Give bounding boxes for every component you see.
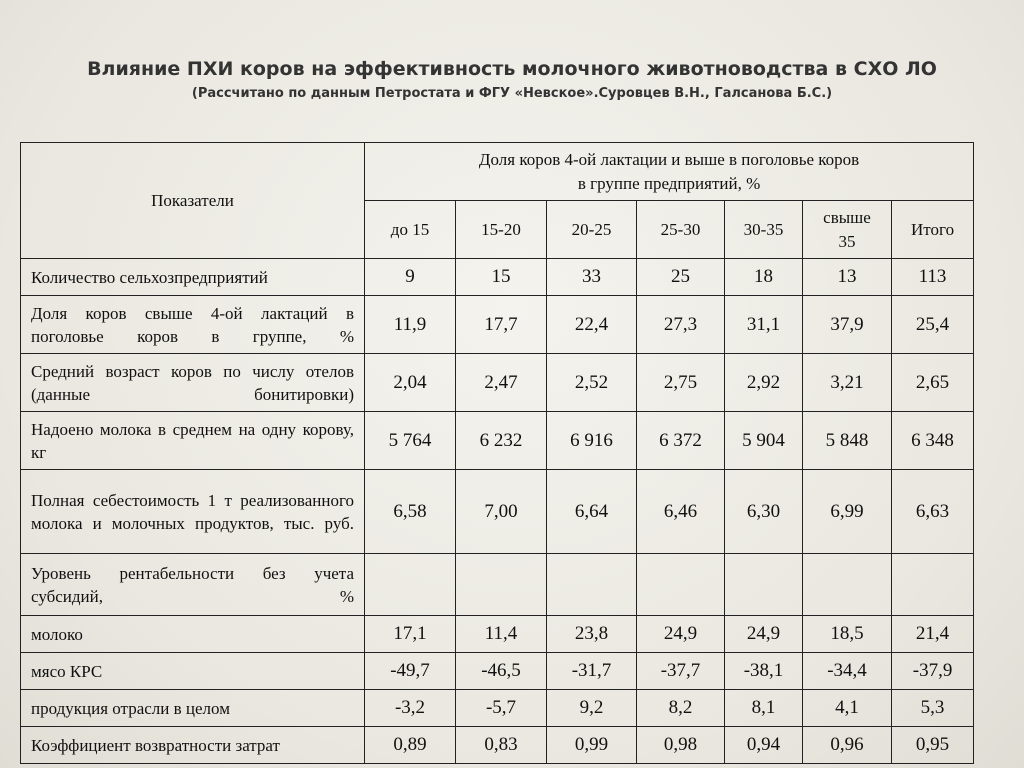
table-cell: 22,4 <box>547 296 637 354</box>
table-cell <box>725 554 803 616</box>
table-cell: 27,3 <box>637 296 725 354</box>
table-cell: -3,2 <box>365 690 456 727</box>
table-cell: 31,1 <box>725 296 803 354</box>
table-cell: 0,95 <box>892 727 974 764</box>
table-cell: 6,46 <box>637 470 725 554</box>
table-body <box>21 259 974 764</box>
table-cell: -49,7 <box>365 653 456 690</box>
page-title: Влияние ПХИ коров на эффективность молочного животноводства в СХО ЛО <box>87 58 937 80</box>
column-header: 20-25 <box>547 201 637 259</box>
table-cell: 11,9 <box>365 296 456 354</box>
table-cell: 25,4 <box>892 296 974 354</box>
table-cell: 5 764 <box>365 412 456 470</box>
table-row <box>21 412 974 470</box>
row-label: Полная себестоимость 1 т реализованного молока и молочных продуктов, тыс. руб. <box>21 470 365 554</box>
table-cell: 2,92 <box>725 354 803 412</box>
table-cell: 3,21 <box>803 354 892 412</box>
group-header-line1: Доля коров 4-ой лактации и выше в поголовье коров <box>478 149 860 169</box>
row-label: Средний возраст коров по числу отелов (данные бонитировки) <box>21 354 365 412</box>
table-row <box>21 616 974 653</box>
table-cell: 17,7 <box>456 296 547 354</box>
table-cell: 2,52 <box>547 354 637 412</box>
table-cell: 23,8 <box>547 616 637 653</box>
table-row <box>21 727 974 764</box>
table-cell: 0,83 <box>456 727 547 764</box>
table-cell: 0,89 <box>365 727 456 764</box>
table-cell: 24,9 <box>637 616 725 653</box>
group-header <box>365 143 974 201</box>
row-label: Коэффициент возвратности затрат <box>21 727 365 764</box>
table-row <box>21 690 974 727</box>
table-cell: 6 348 <box>892 412 974 470</box>
table-cell: 18 <box>725 259 803 296</box>
table-cell: 18,5 <box>803 616 892 653</box>
column-header: 15-20 <box>456 201 547 259</box>
table-cell: 5 904 <box>725 412 803 470</box>
table-cell: 6,64 <box>547 470 637 554</box>
table-row <box>21 354 974 412</box>
table-row <box>21 653 974 690</box>
table-cell: 6 372 <box>637 412 725 470</box>
table-cell <box>803 554 892 616</box>
table-row <box>21 296 974 354</box>
table-cell: 6,58 <box>365 470 456 554</box>
table-cell <box>456 554 547 616</box>
table-cell <box>547 554 637 616</box>
table-cell: 33 <box>547 259 637 296</box>
row-label: Доля коров свыше 4-ой лактаций в поголовье коров в группе, % <box>21 296 365 354</box>
row-label: продукция отрасли в целом <box>21 690 365 727</box>
table-cell: 5,3 <box>892 690 974 727</box>
table-cell: -37,7 <box>637 653 725 690</box>
table-cell: 0,94 <box>725 727 803 764</box>
table-cell: 6,30 <box>725 470 803 554</box>
table-cell: 25 <box>637 259 725 296</box>
table-cell: 8,2 <box>637 690 725 727</box>
row-label: Надоено молока в среднем на одну корову, кг <box>21 412 365 470</box>
row-label: Количество сельхозпредприятий <box>21 259 365 296</box>
row-label: мясо КРС <box>21 653 365 690</box>
indicator-header: Показатели <box>21 143 365 259</box>
table-row <box>21 554 974 616</box>
table-cell: 9,2 <box>547 690 637 727</box>
table-cell: 0,99 <box>547 727 637 764</box>
table-cell: 0,96 <box>803 727 892 764</box>
column-header: Итого <box>892 201 974 259</box>
table-cell: 4,1 <box>803 690 892 727</box>
table-cell <box>365 554 456 616</box>
table-cell: 6,63 <box>892 470 974 554</box>
table-cell: 11,4 <box>456 616 547 653</box>
table-cell: 21,4 <box>892 616 974 653</box>
table-cell: 8,1 <box>725 690 803 727</box>
column-header: свыше 35 <box>803 201 892 259</box>
table-cell: 2,47 <box>456 354 547 412</box>
table-cell: 37,9 <box>803 296 892 354</box>
table-cell: 9 <box>365 259 456 296</box>
table-cell: 113 <box>892 259 974 296</box>
page-subtitle: (Рассчитано по данным Петростата и ФГУ «Невское».Суровцев В.Н., Галсанова Б.С.) <box>191 86 833 101</box>
table-cell: 0,98 <box>637 727 725 764</box>
table-cell: 2,04 <box>365 354 456 412</box>
table-cell: -34,4 <box>803 653 892 690</box>
table-cell: 5 848 <box>803 412 892 470</box>
table-cell: 2,75 <box>637 354 725 412</box>
table-cell: 2,65 <box>892 354 974 412</box>
row-label: Уровень рентабельности без учета субсидий, % <box>21 554 365 616</box>
column-header: 30-35 <box>725 201 803 259</box>
table-cell: 24,9 <box>725 616 803 653</box>
row-label: молоко <box>21 616 365 653</box>
table-cell: 6 916 <box>547 412 637 470</box>
column-header: 25-30 <box>637 201 725 259</box>
table-cell: -31,7 <box>547 653 637 690</box>
table-cell: 15 <box>456 259 547 296</box>
table-cell: 6,99 <box>803 470 892 554</box>
table-cell: -38,1 <box>725 653 803 690</box>
table-cell: -5,7 <box>456 690 547 727</box>
table-cell: 7,00 <box>456 470 547 554</box>
table-cell <box>637 554 725 616</box>
table-cell: -46,5 <box>456 653 547 690</box>
column-header: до 15 <box>365 201 456 259</box>
table-cell: 17,1 <box>365 616 456 653</box>
data-table <box>20 142 974 764</box>
table-cell <box>892 554 974 616</box>
table-row <box>21 259 974 296</box>
table-cell: -37,9 <box>892 653 974 690</box>
group-header-line2: в группе предприятий, % <box>577 173 761 193</box>
table-cell: 13 <box>803 259 892 296</box>
table-row <box>21 470 974 554</box>
table-cell: 6 232 <box>456 412 547 470</box>
